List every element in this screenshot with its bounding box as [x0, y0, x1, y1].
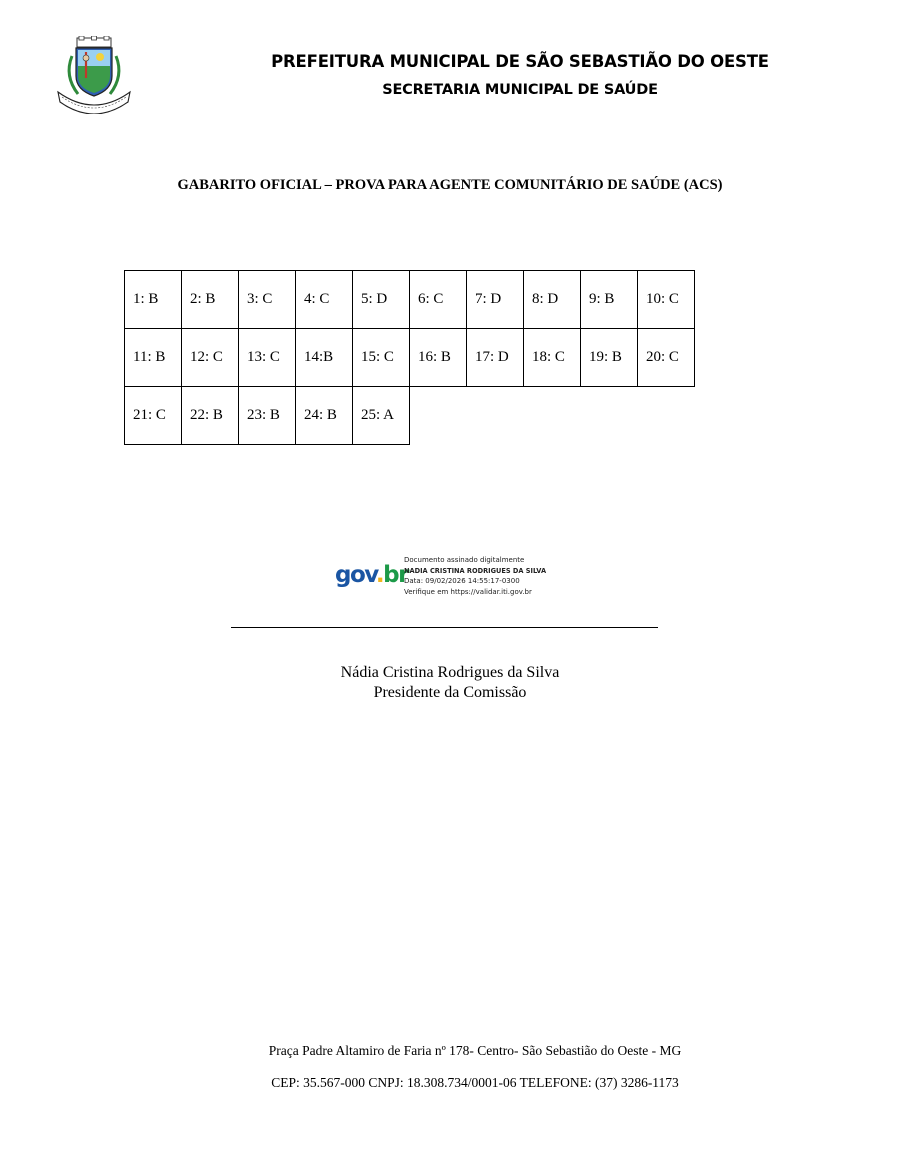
answer-cell: 20: C: [638, 329, 695, 387]
answer-cell: 23: B: [239, 387, 296, 445]
answer-cell: 4: C: [296, 271, 353, 329]
answer-cell: 14:B: [296, 329, 353, 387]
answer-cell: 16: B: [410, 329, 467, 387]
answer-cell: 13: C: [239, 329, 296, 387]
signature-line: [231, 627, 658, 628]
signature-verify-link[interactable]: Verifique em https://validar.iti.gov.br: [404, 587, 532, 596]
answer-cell: 25: A: [353, 387, 410, 445]
answer-row: [125, 329, 695, 387]
govbr-logo-gov: gov: [335, 562, 376, 588]
empty-cell: [524, 387, 581, 445]
signature-heading: Documento assinado digitalmente: [404, 556, 525, 564]
empty-cell: [638, 387, 695, 445]
answer-key-table: [124, 270, 695, 445]
answer-cell: 18: C: [524, 329, 581, 387]
document-title: GABARITO OFICIAL – PROVA PARA AGENTE COMUNITÁRIO DE SAÚDE (ACS): [177, 177, 723, 193]
empty-cell: [410, 387, 467, 445]
answer-cell: 5: D: [353, 271, 410, 329]
signature-details: [404, 555, 546, 597]
empty-cell: [467, 387, 524, 445]
signatory-role: Presidente da Comissão: [373, 684, 527, 701]
answer-cell: 8: D: [524, 271, 581, 329]
answer-cell: 3: C: [239, 271, 296, 329]
answer-cell: 21: C: [125, 387, 182, 445]
answer-cell: 19: B: [581, 329, 638, 387]
govbr-logo-dot: .: [375, 562, 384, 588]
signature-date: Data: 09/02/2026 14:55:17-0300: [404, 577, 520, 585]
answer-row: [125, 387, 695, 445]
answer-cell: 22: B: [182, 387, 239, 445]
answer-row: [125, 271, 695, 329]
municipal-crest-logo: [56, 36, 132, 114]
answer-cell: 24: B: [296, 387, 353, 445]
answer-cell: 15: C: [353, 329, 410, 387]
signatory-name: Nádia Cristina Rodrigues da Silva: [340, 664, 560, 681]
answer-cell: 17: D: [467, 329, 524, 387]
answer-cell: 10: C: [638, 271, 695, 329]
answer-cell: 9: B: [581, 271, 638, 329]
answer-cell: 1: B: [125, 271, 182, 329]
footer-contact: CEP: 35.567-000 CNPJ: 18.308.734/0001-06 TELEFONE: (37) 3286-1173: [271, 1075, 679, 1090]
answer-cell: 2: B: [182, 271, 239, 329]
govbr-logo: [335, 564, 408, 587]
answer-cell: 7: D: [467, 271, 524, 329]
govbr-logo-br: br: [383, 562, 408, 588]
header-title: PREFEITURA MUNICIPAL DE SÃO SEBASTIÃO DO OESTE: [271, 52, 769, 71]
empty-cell: [581, 387, 638, 445]
digital-signature-stamp: [335, 552, 565, 604]
header-subtitle: SECRETARIA MUNICIPAL DE SAÚDE: [382, 82, 658, 98]
signature-signer: NADIA CRISTINA RODRIGUES DA SILVA: [404, 566, 547, 575]
answer-cell: 6: C: [410, 271, 467, 329]
footer-address: Praça Padre Altamiro de Faria nº 178- Centro- São Sebastião do Oeste - MG: [268, 1043, 682, 1058]
answer-cell: 11: B: [125, 329, 182, 387]
answer-cell: 12: C: [182, 329, 239, 387]
